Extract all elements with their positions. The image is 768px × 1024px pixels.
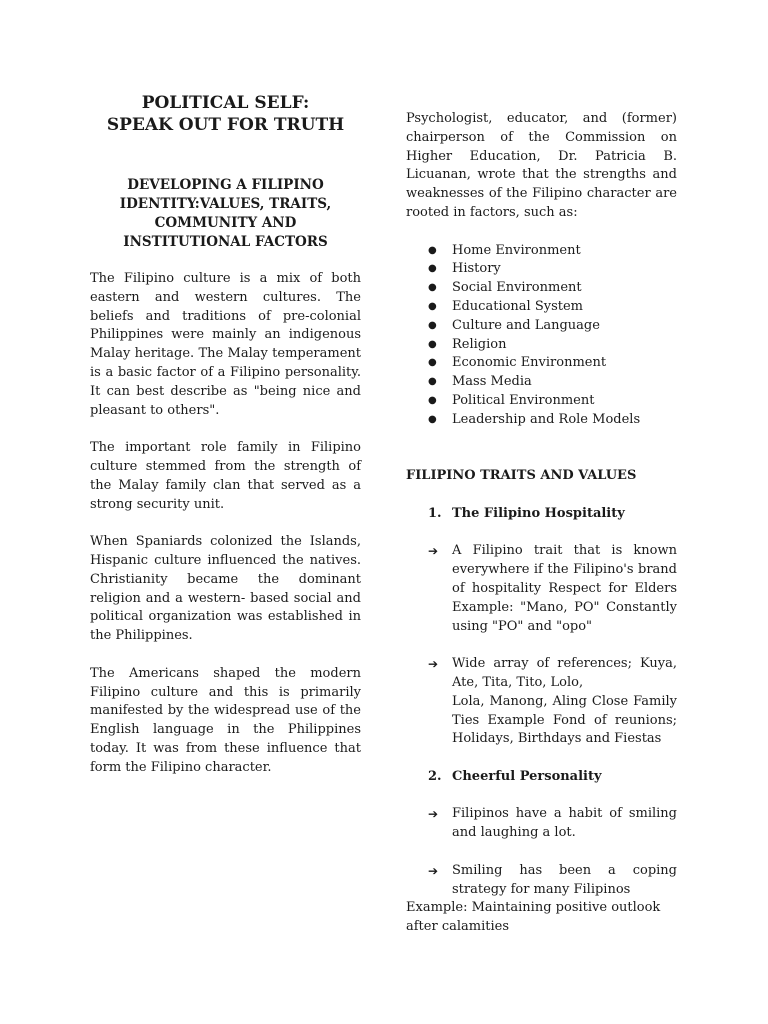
paragraph-spanish-influence: When Spaniards colonized the Islands, Hispanic culture influenced the natives. Christianity became the dominant religion and a western- based social and political organization was established in the Philippines. xyxy=(90,534,361,644)
trait-point-text: Filipinos have a habit of smiling and laughing a lot. xyxy=(452,806,677,841)
trait-title: The Filipino Hospitality xyxy=(452,505,625,521)
list-item: ● History xyxy=(406,260,677,279)
trait-point-text: Smiling has been a coping strategy for many Filipinos xyxy=(452,862,677,897)
title-line-2: SPEAK OUT FOR TRUTH xyxy=(106,115,345,135)
arrow-bullet-icon: ➔ xyxy=(428,807,439,822)
list-item: ● Political Environment xyxy=(406,392,677,411)
factors-list xyxy=(406,242,677,430)
trait-number: 2. xyxy=(428,768,442,784)
section-subtitle: DEVELOPING A FILIPINO IDENTITY:VALUES, TRAITS, COMMUNITY AND INSTITUTIONAL FACTORS xyxy=(119,177,332,250)
example-text: Example: Maintaining positive outlook after calamities xyxy=(406,900,661,935)
arrow-bullet-icon: ➔ xyxy=(428,544,439,559)
intro-paragraph: Psychologist, educator, and (former) chairperson of the Commission on Higher Education, Dr. Patricia B. Licuanan, wrote that the strengths and weaknesses of the Filipino character are rooted in factors, such as: xyxy=(406,111,677,220)
trait-number: 1. xyxy=(428,505,442,521)
trait-point-text: Wide array of references; Kuya, Ate, Tita, Tito, Lolo, xyxy=(452,656,677,690)
trait-point xyxy=(406,862,677,900)
trait-point-text-continued: Lola, Manong, Aling Close Family Ties Example Fond of reunions; Holidays, Birthdays and Fiestas xyxy=(452,693,677,747)
trait-heading-hospitality xyxy=(406,505,677,524)
traits-section-heading: FILIPINO TRAITS AND VALUES xyxy=(406,468,637,484)
trait-point-text: A Filipino trait that is known everywhere if the Filipino's brand of hospitality Respect for Elders Example: "Mano, PO" Constantly using "PO" and "opo" xyxy=(452,543,677,634)
arrow-bullet-icon: ➔ xyxy=(428,863,439,878)
right-column xyxy=(406,110,677,937)
list-item: ● Religion xyxy=(406,336,677,355)
trait-title: Cheerful Personality xyxy=(452,768,602,784)
paragraph-american-influence: The Americans shaped the modern Filipino culture and this is primarily manifested by the widespread use of the English language in the Philippines today. It was from these influence that form the Filipino character. xyxy=(90,665,361,775)
list-item: ● Culture and Language xyxy=(406,317,677,336)
trait-point xyxy=(406,542,677,636)
paragraph-family-role: The important role family in Filipino culture stemmed from the strength of the Malay family clan that served as a strong security unit. xyxy=(90,440,361,512)
title-line-1: POLITICAL SELF: xyxy=(141,93,310,113)
paragraph-filipino-culture: The Filipino culture is a mix of both eastern and western cultures. The beliefs and traditions of pre-colonial Philippines were mainly an indigenous Malay heritage. The Malay temperament is a basic factor of a Filipino personality. It can best describe as "being nice and pleasant to others". xyxy=(90,271,361,418)
list-item: ● Mass Media xyxy=(406,373,677,392)
document-title xyxy=(90,92,361,136)
trait-heading-cheerful xyxy=(406,768,677,787)
left-column xyxy=(90,92,361,796)
list-item: ● Economic Environment xyxy=(406,354,677,373)
list-item: ● Educational System xyxy=(406,298,677,317)
list-item: ● Social Environment xyxy=(406,279,677,298)
list-item: ● Leadership and Role Models xyxy=(406,411,677,430)
arrow-bullet-icon: ➔ xyxy=(428,657,439,672)
trait-point xyxy=(406,655,677,749)
list-item: ● Home Environment xyxy=(406,242,677,261)
trait-point xyxy=(406,805,677,843)
